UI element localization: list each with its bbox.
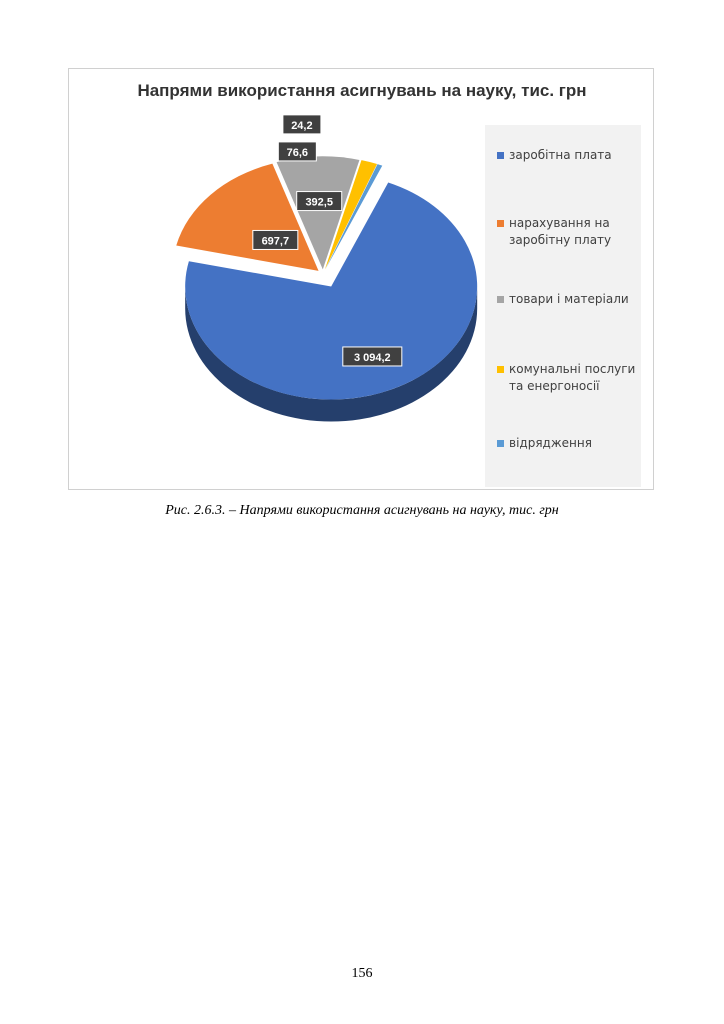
legend-label: заробітна плата <box>509 148 612 162</box>
page-number: 156 <box>351 966 373 981</box>
data-label: 24,2 <box>291 119 313 132</box>
legend-label: нарахування на заробітну плату <box>509 216 612 247</box>
pie-chart <box>69 69 485 489</box>
legend-label: комунальні послуги та енергоносії <box>509 362 636 393</box>
legend <box>485 125 641 487</box>
legend-swatch <box>497 152 504 159</box>
legend-label: відрядження <box>509 436 592 450</box>
legend-swatch <box>497 366 504 373</box>
legend-swatch <box>497 440 504 447</box>
figure-caption: Рис. 2.6.3. – Напрями використання асигнувань на науку, тис. грн <box>165 503 559 518</box>
legend-swatch <box>497 296 504 303</box>
legend-swatch <box>497 220 504 227</box>
data-label: 3 094,2 <box>353 351 391 364</box>
chart-area <box>68 68 654 490</box>
chart-title: Напрями використання асигнувань на науку, тис. грн <box>137 81 587 100</box>
legend-label: товари і матеріали <box>509 292 629 306</box>
data-label: 392,5 <box>305 196 333 209</box>
data-label: 76,6 <box>286 146 309 159</box>
data-label: 697,7 <box>261 235 290 248</box>
